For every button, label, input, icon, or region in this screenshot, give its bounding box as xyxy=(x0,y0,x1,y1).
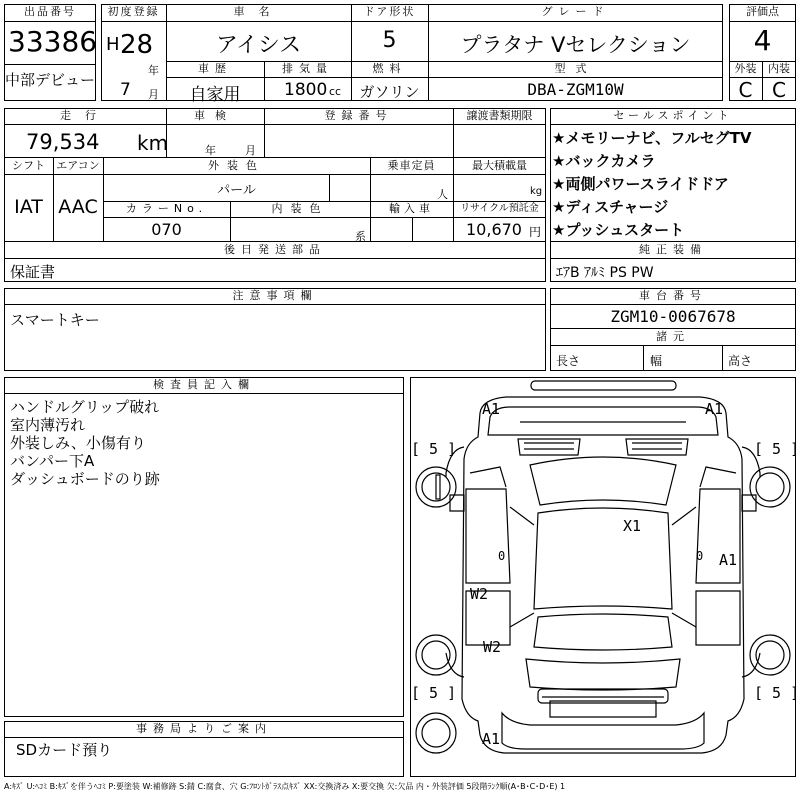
chassis-label: 車台番号 xyxy=(639,289,707,302)
left-rear-mark: W2 xyxy=(483,638,502,656)
equipment-value: ｴｱB ｱﾙﾐ PS PW xyxy=(556,265,654,281)
inspection-month-unit: 月 xyxy=(245,144,256,157)
debut-label: 中部デビュー xyxy=(4,71,95,89)
grade-label: グレード xyxy=(541,5,610,18)
doors-label: ドア形状 xyxy=(363,5,416,18)
tread-front-right: [ 5 ] xyxy=(754,440,800,458)
exterior-color-label: 外装色 xyxy=(208,159,265,172)
height-label: 高さ xyxy=(728,354,753,368)
shift-value: IAT xyxy=(14,196,43,218)
mileage-label: 走行 xyxy=(60,109,110,122)
front-right-mark: A1 xyxy=(705,400,724,418)
lot-number-label: 出品番号 xyxy=(24,5,76,18)
left-door-mark: W2 xyxy=(470,585,489,603)
registration-number-label: 登録番号 xyxy=(324,109,393,122)
interior-color-unit: 系 xyxy=(355,230,366,243)
displacement-label: 排気量 xyxy=(282,62,333,75)
model-value: DBA-ZGM10W xyxy=(527,80,624,99)
grade-value: プラタナ Vセレクション xyxy=(460,33,691,57)
lot-number: 33386 xyxy=(8,25,98,58)
inspector-line: ハンドルグリップ破れ xyxy=(10,398,160,416)
recycle-label: リサイクル預託金 xyxy=(460,203,539,214)
dimensions-label: 諸元 xyxy=(656,330,690,343)
length-label: 長さ xyxy=(556,354,581,368)
capacity-unit: 人 xyxy=(437,188,448,201)
inspector-line: ダッシュボードのり跡 xyxy=(10,470,160,488)
interior-score: C xyxy=(772,78,786,102)
fuel-label: 燃料 xyxy=(372,62,407,75)
office-value: SDカード預り xyxy=(16,741,113,759)
exterior-score: C xyxy=(738,78,753,102)
model-label: 型式 xyxy=(554,62,597,75)
inspector-line: 外装しみ、小傷有り xyxy=(10,434,146,452)
shift-label: シフト xyxy=(12,159,45,172)
registration-month: 7 xyxy=(120,80,131,100)
later-parts-label: 後日発送部品 xyxy=(224,243,326,256)
registration-year: 28 xyxy=(120,30,154,60)
later-parts-value: 保証書 xyxy=(10,263,56,281)
transfer-docs-label: 譲渡書類期限 xyxy=(466,109,533,122)
month-unit: 月 xyxy=(148,88,159,101)
sales-point-item: ★ディスチャージ xyxy=(552,198,669,216)
right-door-mark: A1 xyxy=(719,551,738,569)
sales-point-item: ★メモリーナビ、フルセグTV xyxy=(552,129,752,147)
inspection-year-unit: 年 xyxy=(205,144,216,157)
legend-text: A:ｷｽﾞ U:ﾍｺﾐ B:ｷｽﾞを伴うﾍｺﾐ P:要塗装 W:補修跡 S:錆 C:腐食、穴 G:ﾌﾛﾝﾄｶﾞﾗｽ点ｷｽﾞ XX:交換済み X:要交換 欠:欠品 内・外装評価 5段階ﾗﾝｸ順(A･B･C･D･E) 1 xyxy=(4,782,566,791)
mileage-unit: km xyxy=(137,131,169,155)
inspector-line: 室内薄汚れ xyxy=(10,416,86,434)
score-value: 4 xyxy=(753,24,772,57)
year-unit: 年 xyxy=(148,64,159,77)
sales-points-label: セールスポイント xyxy=(613,109,733,122)
width-label: 幅 xyxy=(650,354,663,368)
displacement-unit: cc xyxy=(329,85,342,98)
chassis-number: ZGM10-0067678 xyxy=(610,307,736,326)
right-zero-mark: 0 xyxy=(696,549,704,563)
exterior-score-label: 外装 xyxy=(734,62,757,75)
sales-point-item: ★両側パワースライドドア xyxy=(552,175,729,193)
score-label: 評価点 xyxy=(746,5,779,18)
exterior-color-value: パール xyxy=(217,183,256,198)
equipment-label: 純正装備 xyxy=(639,243,707,256)
max-load-unit: kg xyxy=(530,186,543,197)
tread-rear-left: [ 5 ] xyxy=(411,684,457,702)
displacement-value: 1800 xyxy=(284,80,328,100)
recycle-unit: 円 xyxy=(529,225,542,239)
capacity-label: 乗車定員 xyxy=(387,159,436,172)
color-number-label: カラーNo. xyxy=(125,202,208,215)
tread-rear-right: [ 5 ] xyxy=(754,684,800,702)
car-name: アイシス xyxy=(215,33,302,58)
fuel-value: ガソリン xyxy=(359,83,420,101)
tread-front-left: [ 5 ] xyxy=(411,440,457,458)
mileage-value: 79,534 xyxy=(26,130,100,154)
roof-mark: X1 xyxy=(623,517,642,535)
ac-value: AAC xyxy=(58,196,98,218)
inspection-label: 車検 xyxy=(194,109,236,122)
recycle-fee: 10,670 xyxy=(466,220,522,239)
car-diagram xyxy=(410,377,796,777)
history-value: 自家用 xyxy=(189,85,241,105)
interior-score-label: 内装 xyxy=(768,62,790,75)
import-label: 輸入車 xyxy=(389,202,434,215)
notes-value: スマートキー xyxy=(10,311,100,329)
front-left-mark: A1 xyxy=(482,400,501,418)
history-label: 車歴 xyxy=(198,62,232,75)
car-name-label: 車名 xyxy=(233,5,284,18)
inspector-line: バンパー下A xyxy=(10,452,95,470)
interior-color-label: 内装色 xyxy=(271,202,329,215)
notes-label: 注意事項欄 xyxy=(232,289,318,302)
first-registration-label: 初度登録 xyxy=(107,5,160,18)
color-number: 070 xyxy=(151,220,182,239)
sales-point-item: ★プッシュスタート xyxy=(552,221,685,239)
doors-value: 5 xyxy=(382,28,397,53)
sales-point-item: ★バックカメラ xyxy=(552,152,656,170)
inspector-label: 検査員記入欄 xyxy=(153,378,255,391)
rear-mark: A1 xyxy=(482,730,501,748)
ac-label: エアコン xyxy=(56,159,100,172)
era-mark: H xyxy=(106,34,120,55)
max-load-label: 最大積載量 xyxy=(472,159,527,172)
left-zero-mark: 0 xyxy=(498,549,506,563)
office-label: 事務局よりご案内 xyxy=(136,722,272,735)
